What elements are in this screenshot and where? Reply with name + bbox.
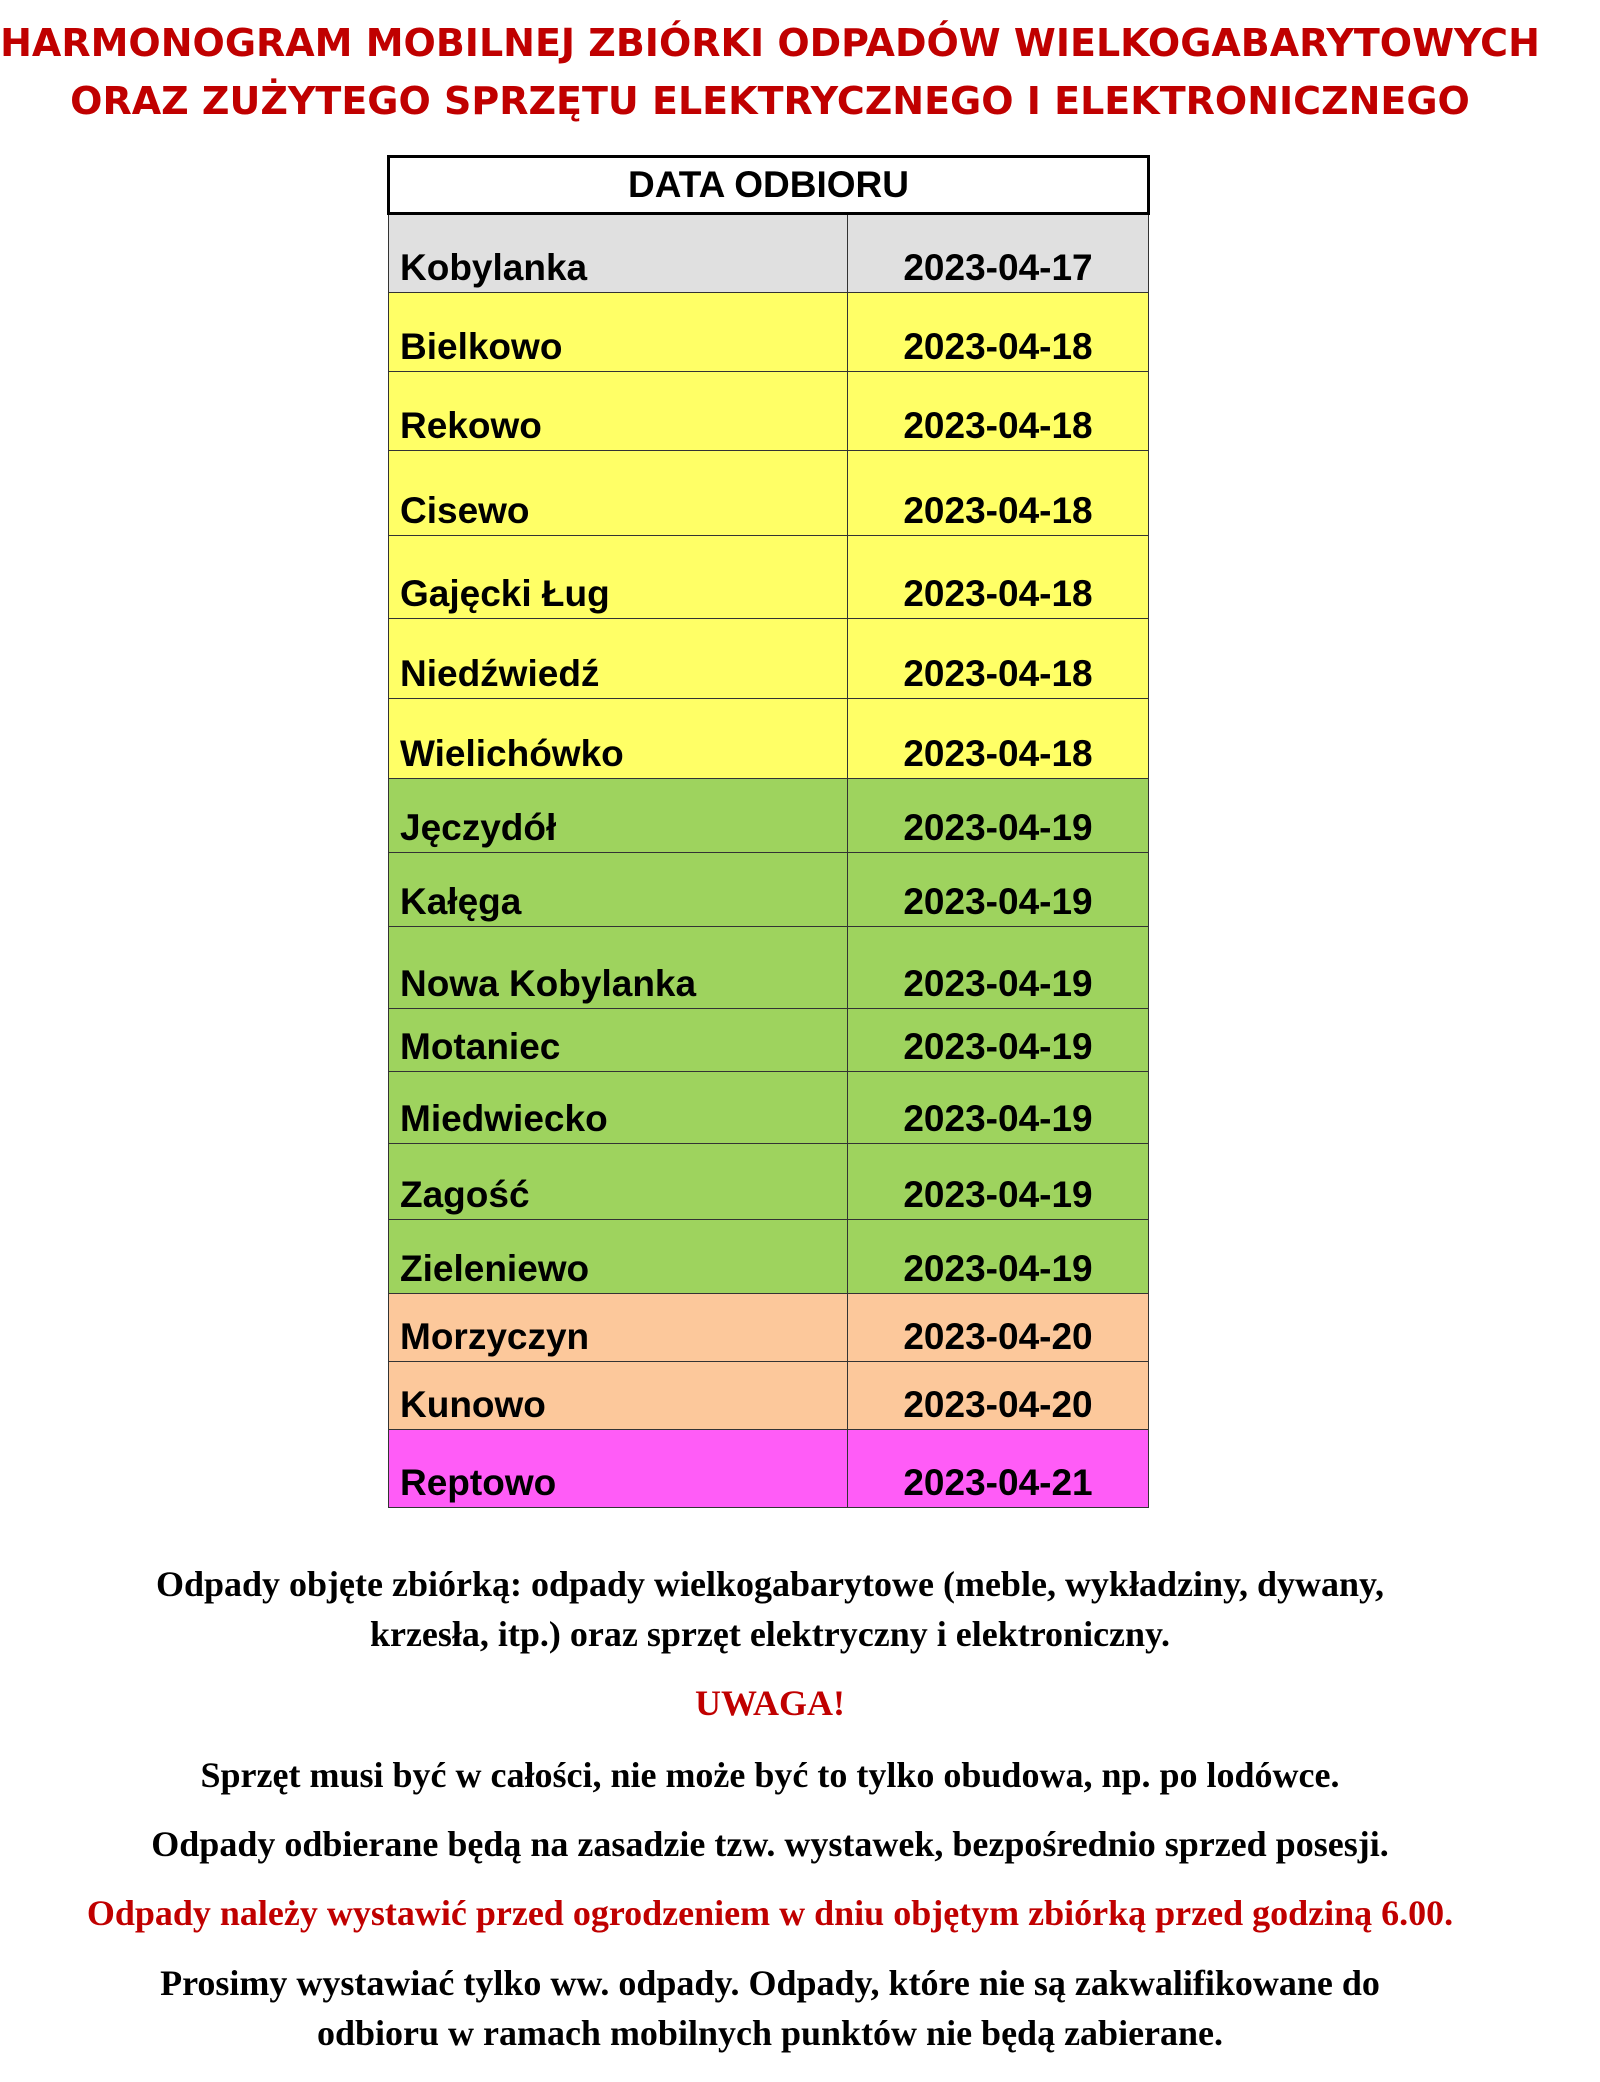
place-name-cell: Rekowo [389, 372, 848, 451]
place-name-cell: Kobylanka [389, 214, 848, 293]
waste-scope-line-1: Odpady objęte zbiórką: odpady wielkogabarytowe (meble, wykładziny, dywany, [155, 1564, 1385, 1604]
collection-date-cell: 2023-04-19 [848, 1072, 1149, 1144]
place-name-cell: Zagość [389, 1144, 848, 1220]
place-name-cell: Nowa Kobylanka [389, 927, 848, 1009]
table-row [389, 699, 1149, 779]
collection-date-cell: 2023-04-19 [848, 779, 1149, 853]
place-name-cell: Miedwiecko [389, 1072, 848, 1144]
table-row [389, 1144, 1149, 1220]
place-name-cell: Wielichówko [389, 699, 848, 779]
collection-date-cell: 2023-04-19 [848, 1009, 1149, 1072]
table-row [389, 779, 1149, 853]
table-row [389, 1220, 1149, 1294]
table-row [389, 1430, 1149, 1508]
table-row [389, 451, 1149, 536]
place-name-cell: Motaniec [389, 1009, 848, 1072]
collection-date-cell: 2023-04-18 [848, 699, 1149, 779]
collection-date-cell: 2023-04-18 [848, 536, 1149, 619]
warning-heading: UWAGA! [695, 1683, 845, 1723]
collection-date-cell: 2023-04-19 [848, 1220, 1149, 1294]
collection-date-cell: 2023-04-18 [848, 451, 1149, 536]
table-body [389, 214, 1149, 1508]
collection-date-cell: 2023-04-18 [848, 293, 1149, 372]
equipment-note: Sprzęt musi być w całości, nie może być to tylko obudowa, np. po lodówce. [200, 1755, 1340, 1795]
place-name-cell: Niedźwiedź [389, 619, 848, 699]
collection-date-cell: 2023-04-18 [848, 619, 1149, 699]
collection-date-cell: 2023-04-17 [848, 214, 1149, 293]
place-name-cell: Gajęcki Ług [389, 536, 848, 619]
table-row [389, 927, 1149, 1009]
waste-scope-line-2: krzesła, itp.) oraz sprzęt elektryczny i elektroniczny. [369, 1614, 1171, 1654]
place-name-cell: Cisewo [389, 451, 848, 536]
place-name-cell: Bielkowo [389, 293, 848, 372]
table-row [389, 536, 1149, 619]
table-row [389, 1072, 1149, 1144]
place-name-cell: Kałęga [389, 853, 848, 927]
place-name-cell: Jęczydół [389, 779, 848, 853]
request-line-2: odbioru w ramach mobilnych punktów nie będą zabierane. [316, 2013, 1224, 2053]
table-header-date: DATA ODBIORU [389, 157, 1149, 214]
request-line-1: Prosimy wystawiać tylko ww. odpady. Odpady, które nie są zakwalifikowane do [160, 1963, 1380, 2003]
table-row [389, 293, 1149, 372]
place-name-cell: Morzyczyn [389, 1294, 848, 1362]
deadline-note: Odpady należy wystawić przed ogrodzeniem w dniu objętym zbiórką przed godziną 6.00. [86, 1893, 1454, 1933]
collection-date-cell: 2023-04-18 [848, 372, 1149, 451]
collection-schedule-table [387, 155, 1150, 1508]
table-header-row [389, 157, 1149, 214]
table-row [389, 214, 1149, 293]
table-row [389, 372, 1149, 451]
table-row [389, 1009, 1149, 1072]
collection-date-cell: 2023-04-19 [848, 927, 1149, 1009]
page-title-line-1: HARMONOGRAM MOBILNEJ ZBIÓRKI ODPADÓW WIELKOGABARYTOWYCH [0, 21, 1540, 65]
collection-date-cell: 2023-04-20 [848, 1362, 1149, 1430]
table-row [389, 1362, 1149, 1430]
table-row [389, 853, 1149, 927]
table-row [389, 619, 1149, 699]
place-name-cell: Zieleniewo [389, 1220, 848, 1294]
collection-date-cell: 2023-04-19 [848, 1144, 1149, 1220]
page-title-line-2: ORAZ ZUŻYTEGO SPRZĘTU ELEKTRYCZNEGO I ELEKTRONICZNEGO [70, 79, 1470, 123]
collection-date-cell: 2023-04-20 [848, 1294, 1149, 1362]
collection-method-note: Odpady odbierane będą na zasadzie tzw. wystawek, bezpośrednio sprzed posesji. [151, 1824, 1389, 1864]
place-name-cell: Reptowo [389, 1430, 848, 1508]
place-name-cell: Kunowo [389, 1362, 848, 1430]
collection-date-cell: 2023-04-19 [848, 853, 1149, 927]
table-row [389, 1294, 1149, 1362]
collection-date-cell: 2023-04-21 [848, 1430, 1149, 1508]
